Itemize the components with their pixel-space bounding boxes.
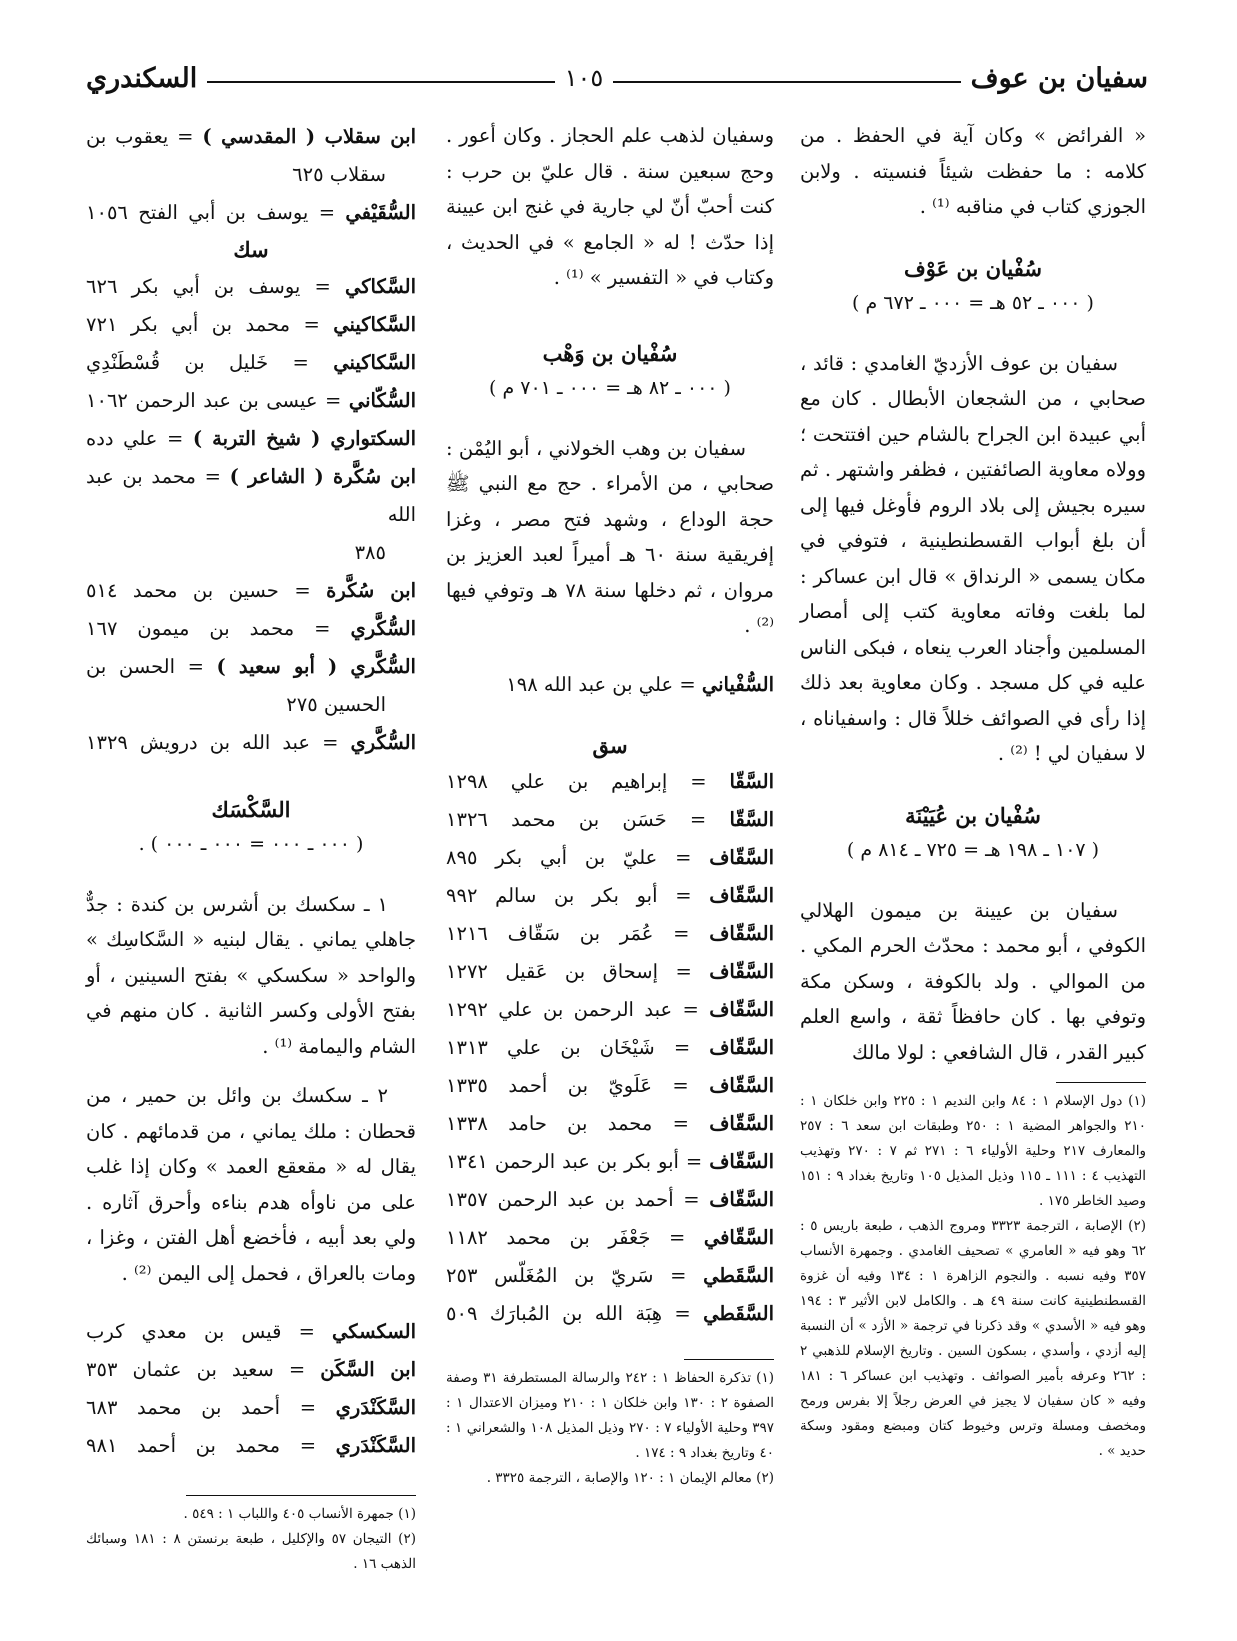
index-list: [86, 268, 416, 762]
entry-dates: ( ٠٠٠ ـ ٥٢ هـ = ٠٠٠ ـ ٦٧٢ م ): [852, 292, 1094, 314]
index-entry-name: السَّقّاف: [709, 846, 774, 869]
index-entry-target: = عليّ بن أبي بكر ٨٩٥: [446, 846, 710, 869]
index-entry: [86, 572, 416, 610]
index-entry-continuation: الحسين ٢٧٥: [286, 692, 386, 716]
footnote-rule: [1056, 1082, 1146, 1083]
index-entry-target: = عيسى بن عبد الرحمن ١٠٦٢: [86, 388, 349, 412]
text-line: قائد ، صحابي ، من الشجعان الأبطال .: [800, 351, 1146, 410]
index-entry-target: = عبد الرحمن بن علي ١٢٩٢: [446, 998, 710, 1021]
section-heading: سك: [233, 237, 269, 262]
index-entry: [86, 382, 416, 420]
index-entry-name: السَّقّاف: [709, 960, 774, 983]
footnote: (١) جمهرة الأنساب ٤٠٥ واللباب ١ : ٥٤٩ .: [183, 1506, 416, 1522]
text-line: « الرنداق » قال ابن عساكر : لما بلغت: [800, 564, 1146, 623]
text-line: قحطان : ملك يماني ، من قدمائهم . كان: [86, 1119, 416, 1143]
index-entry: [446, 839, 774, 877]
index-entry: [446, 1029, 774, 1067]
page-header: [86, 58, 1148, 98]
entry-body: [86, 887, 416, 1065]
index-entry-target: = إبراهيم بن علي ١٢٩٨: [446, 770, 730, 793]
index-entry: [86, 306, 416, 344]
text-line: الجوزي كتاب في مناقبه ⁽¹⁾ .: [919, 195, 1146, 218]
index-entry-name: السَّقّاف: [709, 884, 774, 907]
section-heading: سق: [592, 732, 628, 758]
footnotes: [446, 1366, 774, 1491]
index-entry-name: السكتواري ( شيخ التربة ): [192, 426, 416, 450]
index-entry: [86, 420, 416, 458]
text-line: سفيان بن عيينة بن ميمون الهلالي: [800, 898, 1118, 922]
right-column: [800, 118, 1146, 1464]
index-entry: [86, 1351, 416, 1389]
text-line: افتتحت ؛ وولاه معاوية الصائفتين ،: [800, 422, 1146, 481]
index-entry-target: = محمد بن ميمون ١٦٧: [86, 616, 351, 640]
index-entry-name: السَّقّا: [729, 770, 774, 793]
right-intro: [800, 118, 1146, 225]
text-line: وتوفي بها . كان حافظاً ثقة ، واسع العلم: [800, 1005, 1146, 1028]
index-entry-target: = عبد الله بن درويش ١٣٢٩: [86, 730, 351, 754]
index-entry-target: = الحسن بن: [86, 654, 217, 678]
footnote: (٢) الإصابة ، الترجمة ٣٣٢٣ ومروج الذهب ، طبعة باريس ٥ : ٦٢ وهو فيه « العامري » تصحيف الغامدي . وجمهرة الأنساب ٣٥٧ وفيه نسبه . والنجوم الزاهرة ١ : ١٣٤ وفيه أن غزوة القسطنطينية كانت سنة ٤٩ هـ . والكامل لابن الأثير ٣ : ١٩٤ وهو فيه « الأسدي » وقد ذكرنا في ترجمة « الأزد » أن النسبة إليه أزدي ، وأسدي ، بسكون السين . وتاريخ الإسلام للذهبي ٢ : ٢٦٢ وعرفه بأمير الصوائف . وتهذيب ابن عساكر ٦ : ١٨١ وفيه « كان سفيان لا يجيز في العرض رجلاً إلا بفرس ورمح ومخصف ومسلة وترس وخيوط كتان ومبضع ومقود وسكة حديد » .: [800, 1218, 1147, 1459]
text-line: وفاته معاوية كتب إلى أمصار المسلمين: [800, 600, 1146, 659]
index-entry-name: السَّقّاف: [709, 1150, 774, 1173]
text-line: وأجناد العرب ينعاه ، فبكى الناس عليه في: [800, 635, 1146, 694]
footnote-rule: [684, 1359, 774, 1360]
index-entry-name: السَّقَطي: [703, 1302, 774, 1325]
index-entry: [446, 1181, 774, 1219]
index-entry-target: = محمد بن أحمد ٩٨١: [86, 1434, 336, 1457]
index-entry: [86, 1427, 416, 1465]
index-entry-target: = عَلَويّ بن أحمد ١٣٣٥: [446, 1074, 710, 1097]
index-entry-continuation: سقلاب ٦٢٥: [292, 163, 386, 186]
index-entry: [86, 458, 416, 534]
entry-body: [86, 1078, 416, 1291]
text-line: ٢ ـ سكسك بن وائل بن حمير ، من: [86, 1084, 388, 1107]
index-entry-name: السكسكي: [332, 1320, 416, 1343]
text-line: « الفرائض » وكان آية في الحفظ . من: [800, 124, 1146, 147]
index-entry: [446, 801, 774, 839]
text-line: كبير القدر ، قال الشافعي : لولا مالك: [852, 1040, 1146, 1064]
index-entry-name: السَّقّاف: [709, 1188, 774, 1211]
entry-body: [800, 893, 1146, 1071]
index-entry-target: = عُمَر بن سَقّاف ١٢١٦: [446, 922, 710, 945]
index-entry-target: = إسحاق بن عَقيل ١٢٧٢: [446, 960, 710, 983]
left-column: [86, 118, 416, 1577]
entry-dates: ( ٠٠٠ ـ ٨٢ هـ = ٠٠٠ ـ ٧٠١ م ): [489, 377, 731, 399]
text-line: والواحد « سكسكي » بفتح السينين ، أو: [86, 963, 416, 987]
index-entry: [446, 1295, 774, 1333]
text-line: جدٌّ جاهلي يماني . يقال لبنيه « السَّكاسِك »: [86, 892, 416, 951]
index-entry: [86, 194, 416, 232]
index-entry-name: السُّكَّري ( أبو سعيد ): [216, 654, 416, 678]
index-entry-target: = شَيْخَان بن علي ١٣١٣: [446, 1036, 710, 1059]
index-entry-name: السَّقّاف: [709, 1036, 774, 1059]
index-entry-name: ابن سُكَّرة ( الشاعر ): [229, 464, 416, 488]
index-entry-name: السَّقّاف: [709, 998, 774, 1021]
text-line: يقال له « مقعقع العمد » وكان إذا غلب على: [86, 1155, 416, 1214]
text-line: ومات بالعراق ، فحمل إلى اليمن ⁽²⁾ .: [121, 1261, 416, 1285]
header-left-title: السكندري: [85, 62, 198, 94]
text-line: إذا حدّث ! له « الجامع » في الحديث ،: [446, 230, 774, 254]
entry-body: [800, 346, 1146, 772]
index-entry-name: السَّقّافي: [703, 1226, 774, 1249]
index-entry: [86, 610, 416, 648]
footnotes-block: [800, 1082, 1146, 1464]
index-entry-name: السَّكاكيني: [333, 350, 416, 374]
index-entry: [446, 1067, 774, 1105]
text-line: من الموالي . ولد بالكوفة ، وسكن مكة: [800, 969, 1146, 993]
index-entry: [86, 648, 416, 686]
index-list: [86, 1313, 416, 1465]
cross-reference: [446, 666, 774, 704]
text-line: كان مع أبي عبيدة ابن الجراح بالشام حين: [800, 387, 1146, 446]
index-entry-target: = أحمد بن محمد ٦٨٣: [86, 1396, 336, 1419]
text-line: اليُمْن : صحابي ، من الأمراء . حج مع: [446, 436, 774, 495]
index-entry: [446, 1105, 774, 1143]
index-entry-target: = أبو بكر بن عبد الرحمن ١٣٤١: [446, 1150, 710, 1173]
page-number: ١٠٥: [564, 64, 604, 92]
text-line: وسفيان لذهب علم الحجاز . وكان أعور .: [446, 124, 774, 147]
index-entry-name: السُّقَيْفي: [345, 201, 416, 224]
index-entry: [86, 344, 416, 382]
index-entry-target: = سعيد بن عثمان ٣٥٣: [86, 1358, 321, 1381]
text-line: الروم فأوغل فيها إلى أن بلغ أبواب: [800, 493, 1146, 552]
footnote: (١) دول الإسلام ١ : ٨٤ وابن النديم ١ : ٢٢٥ وابن خلكان ١ : ٢١٠ والجواهر المضية ١ : ٢٥٠ وطبقات ابن سعد ٦ : ٢٥٧ والمعارف ٢١٧ وحلية الأولياء ٦ : ٢٧١ ثم ٧ : ٢٧٠ وتهذيب التهذيب ٤ : ١١١ ـ ١١٥ وذيل المذيل ١٠٥ وتاريخ بغداد ٩ : ١٥١ وصيد الخاطر ١٧٥ .: [800, 1093, 1147, 1209]
index-entry-target: = أحمد بن عبد الرحمن ١٣٥٧: [446, 1188, 710, 1211]
index-entry-name: السَّقّاف: [709, 922, 774, 945]
index-entry-name: ابن سُكَّرة: [326, 578, 416, 602]
footnotes-block: [446, 1359, 774, 1491]
text-line: ١ ـ سكسك بن أشرس بن كندة :: [108, 892, 388, 916]
index-entry-target: = قيس بن معدي كرب: [86, 1320, 333, 1343]
entry-title: سُفْيان بن عُيَيْنَة: [905, 802, 1041, 828]
entry-body: [446, 431, 774, 644]
index-entry-target: = حسين بن محمد ٥١٤: [86, 578, 327, 602]
index-entry-target: = يوسف بن أبي بكر ٦٢٦: [86, 274, 345, 298]
text-line: كلامه : ما حفظت شيئاً فنسيته . ولابن: [800, 159, 1146, 183]
text-line: القسطنطينية ، فتوفي في مكان يسمى: [800, 529, 1146, 588]
index-entry-name: السُّكَّري: [350, 616, 416, 640]
text-line: الشام واليمامة ⁽¹⁾ .: [262, 1034, 416, 1058]
index-entry: [86, 724, 416, 762]
index-entry-target: = يعقوب بن: [86, 125, 203, 148]
index-entry-target: = أبو بكر بن سالم ٩٩٢: [446, 884, 710, 907]
index-entry: [446, 1143, 774, 1181]
index-entry-name: السَّكَنْدَري: [335, 1434, 416, 1457]
index-entry-name: السَّقّا: [729, 808, 774, 831]
text-line: كل مسجد . وكان معاوية بعد ذلك إذا رأى: [800, 671, 1147, 730]
text-line: فظفر واشتهر . ثم سيره بجيش إلى بلاد: [800, 458, 1146, 517]
text-line: مصر ، وغزا إفريقية سنة ٦٠ هـ أميراً: [446, 507, 774, 566]
index-entry-name: ابن السَّكَن: [320, 1358, 416, 1381]
text-line: سفيان بن عوف الأزديّ الغامدي :: [843, 351, 1118, 375]
text-line: وحج سبعين سنة . قال عليّ بن حرب :: [446, 159, 774, 183]
index-entry: [86, 268, 416, 306]
entry-title: سُفْيان بن وَهْب: [542, 340, 678, 366]
footnotes-block: [86, 1495, 416, 1577]
xref-name: السُّفْياني: [701, 672, 774, 696]
index-entry: [446, 763, 774, 801]
header-right-title: سفيان بن عوف: [970, 62, 1148, 94]
index-entry-target: = خَليل بن قُسْطَنْدِي: [86, 350, 334, 374]
footnotes: [800, 1089, 1146, 1464]
text-line: بعد أبيه ، فأخضع أهل الفتن ، وغزا ،: [86, 1226, 378, 1249]
index-entry-name: السُّكَّري: [350, 730, 416, 754]
index-entry-name: السَّقّاف: [709, 1112, 774, 1135]
index-entry-target: = سَريّ بن المُغَلّس ٢٥٣: [446, 1264, 704, 1287]
index-entry-name: السَّقّاف: [709, 1074, 774, 1097]
footnote-rule: [186, 1495, 416, 1496]
middle-intro: [446, 118, 774, 296]
index-entry-name: السَّكاكي: [344, 274, 416, 298]
text-line: كنت أحبّ أنّ لي جارية في غنج ابن عيينة: [446, 195, 774, 218]
index-entry: [446, 915, 774, 953]
index-entry-target: = حَسَن بن محمد ١٣٢٦: [446, 808, 730, 831]
xref-target: = علي بن عبد الله ١٩٨: [506, 672, 702, 696]
footnote: (٢) معالم الإيمان ١ : ١٢٠ والإصابة ، الترجمة ٣٣٢٥ .: [486, 1470, 774, 1486]
text-line: سفيان بن وهب الخولاني ، أبو: [502, 436, 746, 460]
header-rule: [613, 81, 960, 83]
index-entry: [446, 1257, 774, 1295]
text-line: ٧٨ هـ وتوفي فيها ⁽²⁾ .: [446, 578, 774, 637]
text-line: بفتح الأولى وكسر الثانية . كان منهم في: [86, 999, 416, 1022]
index-entry-name: السُّكّاني: [348, 388, 416, 412]
footnotes: [86, 1502, 416, 1577]
text-line: لعبد العزيز بن مروان ، ثم دخلها سنة: [446, 543, 774, 602]
footnote: (٢) التيجان ٥٧ والإكليل ، طبعة برنستن ٨ : ١٨١ وسبائك الذهب ١٦ .: [86, 1531, 416, 1572]
index-entry-target: = علي دده: [86, 426, 193, 450]
index-entry: [446, 877, 774, 915]
footnote: (١) تذكرة الحفاظ ١ : ٢٤٢ والرسالة المستطرفة ٣١ وصفة الصفوة ٢ : ١٣٠ وابن خلكان ١ : ٢١٠ وميزان الاعتدال ١ : ٣٩٧ وحلية الأولياء ٧ : ٢٧٠ وذيل المذيل ١٠٨ والشعراني ١ : ٤٠ وتاريخ بغداد ٩ : ١٧٤ .: [446, 1370, 774, 1461]
index-entry: [86, 1313, 416, 1351]
index-entry: [86, 118, 416, 156]
text-line: من ناوأه هدم بناءه وأحرق آثاره . ولي: [86, 1190, 417, 1249]
index-entry-name: السَّقَطي: [703, 1264, 774, 1287]
index-entry-target: = جَعْفَر بن محمد ١١٨٢: [446, 1226, 704, 1249]
header-rule: [207, 81, 554, 83]
index-entry-name: السَّكاكيني: [333, 312, 416, 336]
text-line: في الصوائف خللاً قال : واسفياناه ،: [800, 706, 1083, 730]
index-entry: [446, 1219, 774, 1257]
index-entry-name: ابن سقلاب ( المقدسي ): [202, 125, 416, 148]
index-entry: [86, 1389, 416, 1427]
text-line: النبي ﷺ حجة الوداع ، وشهد فتح: [446, 472, 774, 531]
index-entry-target: = محمد بن أبي بكر ٧٢١: [86, 312, 334, 336]
middle-column: [446, 118, 774, 1491]
entry-title: السَّكْسَك: [211, 796, 291, 822]
text-line: وكتاب في « التفسير » ⁽¹⁾ .: [553, 266, 774, 289]
entry-title: سُفْيان بن عَوْف: [904, 255, 1042, 281]
index-entry-continuation: ٣٨٥: [354, 540, 386, 564]
text-line: لا سفيان لي ! ⁽²⁾ .: [997, 742, 1146, 765]
index-entry-target: = يوسف بن أبي الفتح ١٠٥٦: [86, 201, 346, 224]
entry-dates: ( ١٠٧ ـ ١٩٨ هـ = ٧٢٥ ـ ٨١٤ م ): [846, 839, 1100, 861]
index-entry-target: = محمد بن حامد ١٣٣٨: [446, 1112, 710, 1135]
index-entry: [446, 991, 774, 1029]
index-entry: [446, 953, 774, 991]
entry-dates: ( ٠٠٠ ـ ٠٠٠ = ٠٠٠ ـ ٠٠٠ ) .: [138, 833, 364, 855]
index-list: [86, 118, 416, 232]
index-entry-target: = محمد بن عبد الله: [86, 464, 416, 526]
index-entry-target: = هِبَة الله بن المُبارَك ٥٠٩: [446, 1302, 704, 1325]
text-line: الكوفي ، أبو محمد : محدّث الحرم المكي .: [800, 934, 1146, 957]
index-list: [446, 763, 774, 1333]
index-entry-name: السَّكَنْدَري: [335, 1396, 416, 1419]
